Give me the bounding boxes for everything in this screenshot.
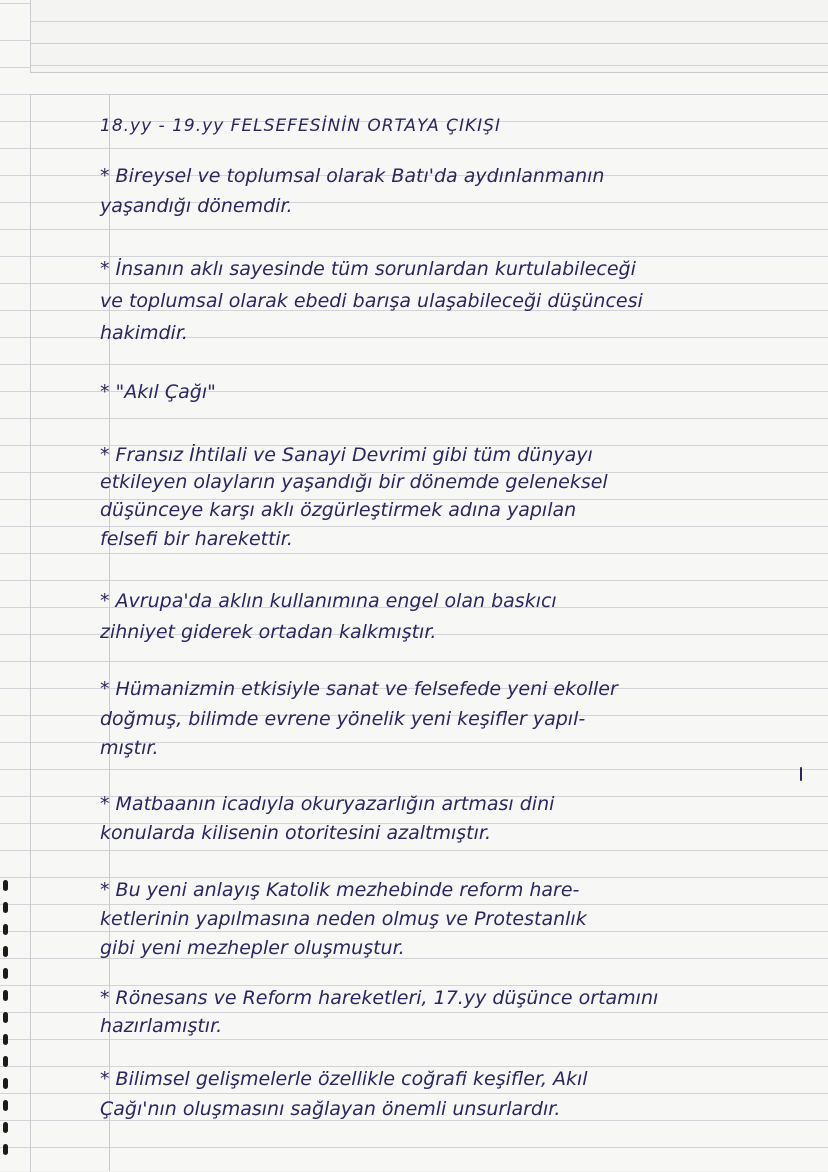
binding-holes: [0, 880, 20, 1170]
pen-mark: [800, 767, 802, 781]
note-line: * Bireysel ve toplumsal olarak Batı'da aydınlanmanın: [100, 165, 605, 187]
note-line: konularda kilisenin otoritesini azaltmıştır.: [100, 822, 491, 844]
note-line: gibi yeni mezhepler oluşmuştur.: [100, 937, 405, 959]
note-line: zihniyet giderek ortadan kalkmıştır.: [100, 621, 437, 643]
note-line: doğmuş, bilimde evrene yönelik yeni keşifler yapıl-: [100, 708, 586, 730]
note-line: * Bilimsel gelişmelerle özellikle coğrafi keşifler, Akıl: [100, 1068, 588, 1090]
note-line: düşünceye karşı aklı özgürleştirmek adına yapılan: [100, 499, 577, 521]
note-line: * Hümanizmin etkisiyle sanat ve felsefede yeni ekoller: [100, 678, 618, 700]
note-line: hazırlamıştır.: [100, 1015, 223, 1037]
note-line: yaşandığı dönemdir.: [100, 195, 293, 217]
page-title: 18.yy - 19.yy FELSEFESİNİN ORTAYA ÇIKIŞI: [100, 116, 501, 136]
note-line: * Fransız İhtilali ve Sanayi Devrimi gibi tüm dünyayı: [100, 444, 593, 466]
note-line: ketlerinin yapılmasına neden olmuş ve Protestanlık: [100, 908, 587, 930]
note-line: felsefi bir harekettir.: [100, 528, 293, 550]
note-line: * Rönesans ve Reform hareketleri, 17.yy düşünce ortamını: [100, 987, 659, 1009]
note-line: Çağı'nın oluşmasını sağlayan önemli unsurlardır.: [100, 1098, 561, 1120]
note-line: ve toplumsal olarak ebedi barışa ulaşabileceği düşüncesi: [100, 290, 643, 312]
note-line: mıştır.: [100, 737, 159, 759]
previous-page-edge: [30, 0, 828, 73]
note-line: * "Akıl Çağı": [100, 381, 216, 403]
note-line: etkileyen olayların yaşandığı bir dönemde geleneksel: [100, 471, 608, 493]
note-line: * İnsanın aklı sayesinde tüm sorunlardan kurtulabileceği: [100, 258, 636, 280]
note-line: * Bu yeni anlayış Katolik mezhebinde reform hare-: [100, 879, 580, 901]
note-line: * Matbaanın icadıyla okuryazarlığın artması dini: [100, 793, 555, 815]
note-line: * Avrupa'da aklın kullanımına engel olan baskıcı: [100, 590, 557, 612]
note-line: hakimdir.: [100, 322, 188, 344]
